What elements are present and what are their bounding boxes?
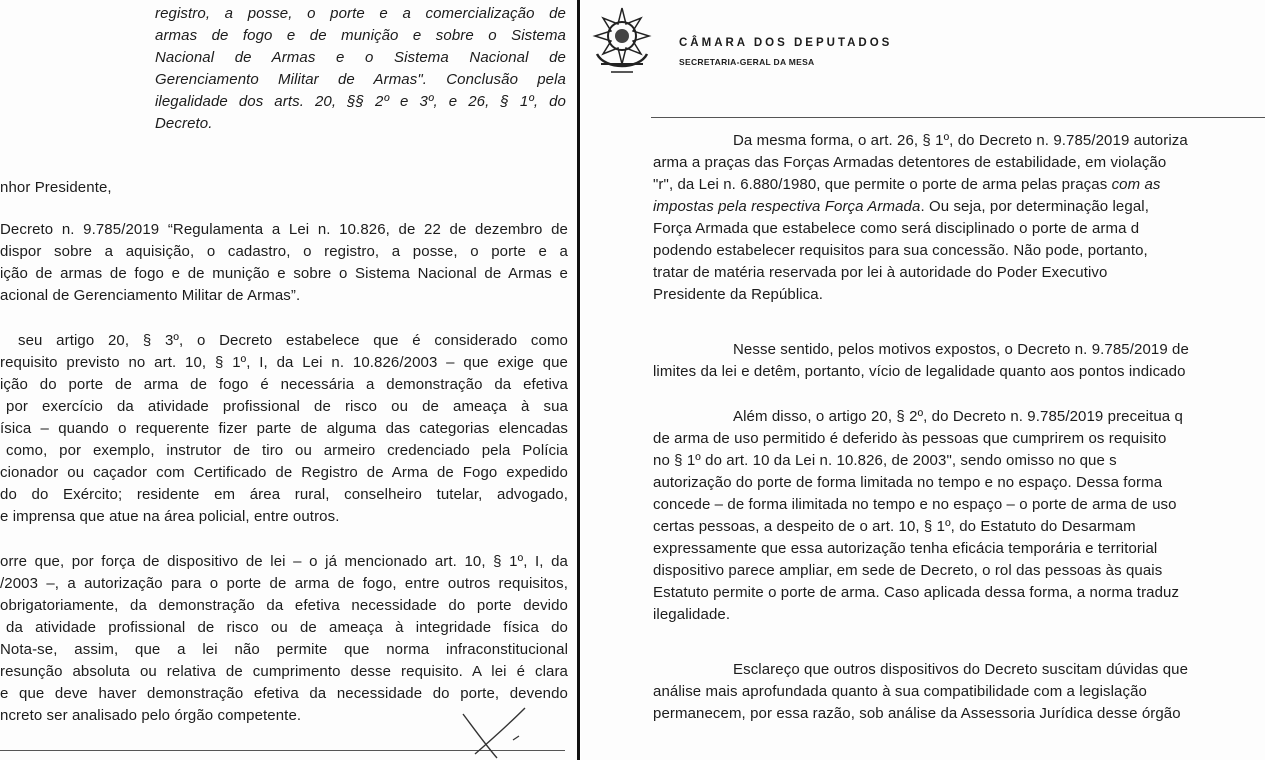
summary-line: registro, a posse, o porte e a comercialização de [155, 5, 566, 22]
body-line: Presidente da República. [653, 286, 824, 303]
chamber-title: CÂMARA DOS DEPUTADOS [679, 37, 893, 49]
body-line: impostas pela respectiva Força Armada. Ou seja, por determinação legal, [653, 198, 1149, 215]
body-line: autorização do porte de forma limitada no tempo e no espaço. Dessa forma [653, 474, 1163, 491]
body-line: "r", da Lei n. 6.880/1980, que permite o porte de arma pelas praças com as [653, 176, 1161, 193]
body-line: seu artigo 20, § 3º, o Decreto estabelece que é considerado como [18, 332, 568, 349]
body-line: limites da lei e detêm, portanto, vício de legalidade quanto aos pontos indicado [653, 363, 1186, 380]
body-line: ilegalidade. [653, 606, 731, 623]
body-line: do do Exército; residente em área rural, conselheiro tutelar, advogado, [0, 486, 568, 503]
secretaria-subtitle: SECRETARIA-GERAL DA MESA [679, 57, 815, 67]
body-line: obrigatoriamente, da demonstração da efetiva necessidade do porte devido [0, 597, 568, 614]
salutation: nhor Presidente, [0, 179, 112, 196]
summary-line: Nacional de Armas e o Sistema Nacional de [155, 49, 566, 66]
body-line: de arma de uso permitido é deferido às pessoas que cumprirem os requisito [653, 430, 1167, 447]
body-line: dispositivo parece ampliar, em sede de Decreto, o rol das pessoas às quais [653, 562, 1163, 579]
body-line: Força Armada que estabelece como será disciplinado o porte de arma d [653, 220, 1140, 237]
body-line: dispor sobre a aquisição, o cadastro, o registro, a posse, o porte e a [0, 243, 568, 260]
body-line: Além disso, o artigo 20, § 2º, do Decreto n. 9.785/2019 preceitua q [733, 408, 1183, 425]
body-line: e que deve haver demonstração efetiva da necessidade do porte, devendo [0, 685, 568, 702]
header-rule [651, 117, 1265, 118]
body-line: podendo estabelecer requisitos para sua concessão. Não pode, portanto, [653, 242, 1148, 259]
body-line: análise mais aprofundada quanto à sua compatibilidade com a legislação [653, 683, 1147, 700]
body-line: arma a praças das Forças Armadas detentores de estabilidade, em violação [653, 154, 1167, 171]
summary-line: Decreto. [155, 115, 213, 132]
body-line: por exercício da atividade profissional de risco ou de ameaça à sua [6, 398, 568, 415]
body-line: orre que, por força de dispositivo de lei – o já mencionado art. 10, § 1º, I, da [0, 553, 568, 570]
body-line: Nota-se, assim, que a lei não permite que norma infraconstitucional [0, 641, 568, 658]
brazil-coat-of-arms-icon [589, 2, 655, 80]
body-line: certas pessoas, a despeito de o art. 10, § 1º, do Estatuto do Desarmam [653, 518, 1136, 535]
left-document-page [0, 0, 578, 760]
body-line: Esclareço que outros dispositivos do Decreto suscitam dúvidas que [733, 661, 1189, 678]
body-line: como, por exemplo, instrutor de tiro ou armeiro credenciado pela Polícia [6, 442, 568, 459]
body-line: permanecem, por essa razão, sob análise da Assessoria Jurídica desse órgão [653, 705, 1181, 722]
body-line: Decreto n. 9.785/2019 “Regulamenta a Lei n. 10.826, de 22 de dezembro de [0, 221, 568, 238]
body-line: ição do porte de arma de fogo é necessária a demonstração da efetiva [0, 376, 568, 393]
body-line: ncreto ser analisado pelo órgão competente. [0, 707, 302, 724]
body-line: Da mesma forma, o art. 26, § 1º, do Decreto n. 9.785/2019 autoriza [733, 132, 1188, 149]
summary-line: Gerenciamento Militar de Armas". Conclusão pela [155, 71, 566, 88]
body-line: tratar de matéria reservada por lei à autoridade do Poder Executivo [653, 264, 1108, 281]
body-line: resunção absoluta ou relativa de cumprimento desse requisito. A lei é clara [0, 663, 568, 680]
body-line: /2003 –, a autorização para o porte de arma de fogo, entre outros requisitos, [0, 575, 568, 592]
body-line: concede – de forma ilimitada no tempo e no espaço – o porte de arma de uso [653, 496, 1177, 513]
body-line: ísica – quando o requerente fizer parte de alguma das categorias elencadas [0, 420, 568, 437]
body-line: acional de Gerenciamento Militar de Armas”. [0, 287, 301, 304]
body-line: cionador ou caçador com Certificado de Registro de Arma de Fogo expedido [0, 464, 568, 481]
body-line: requisito previsto no art. 10, § 1º, I, da Lei n. 10.826/2003 – que exige que [0, 354, 568, 371]
signature-mark [455, 700, 535, 760]
body-line: ição de armas de fogo e de munição e sobre o Sistema Nacional de Armas e [0, 265, 568, 282]
right-document-page [581, 0, 1265, 760]
page-divider [577, 0, 580, 760]
summary-line: armas de fogo e de munição e sobre o Sistema [155, 27, 566, 44]
body-line: Nesse sentido, pelos motivos expostos, o Decreto n. 9.785/2019 de [733, 341, 1189, 358]
body-line: expressamente que essa autorização tenha eficácia temporária e territorial [653, 540, 1158, 557]
body-line: da atividade profissional de risco ou de ameaça à integridade física do [6, 619, 568, 636]
body-line: Estatuto permite o porte de arma. Caso aplicada dessa forma, a norma traduz [653, 584, 1180, 601]
summary-line: ilegalidade dos arts. 20, §§ 2º e 3º, e 26, § 1º, do [155, 93, 566, 110]
body-line: e imprensa que atue na área policial, entre outros. [0, 508, 340, 525]
body-line: no § 1º do art. 10 da Lei n. 10.826, de 2003", sendo omisso no que s [653, 452, 1117, 469]
